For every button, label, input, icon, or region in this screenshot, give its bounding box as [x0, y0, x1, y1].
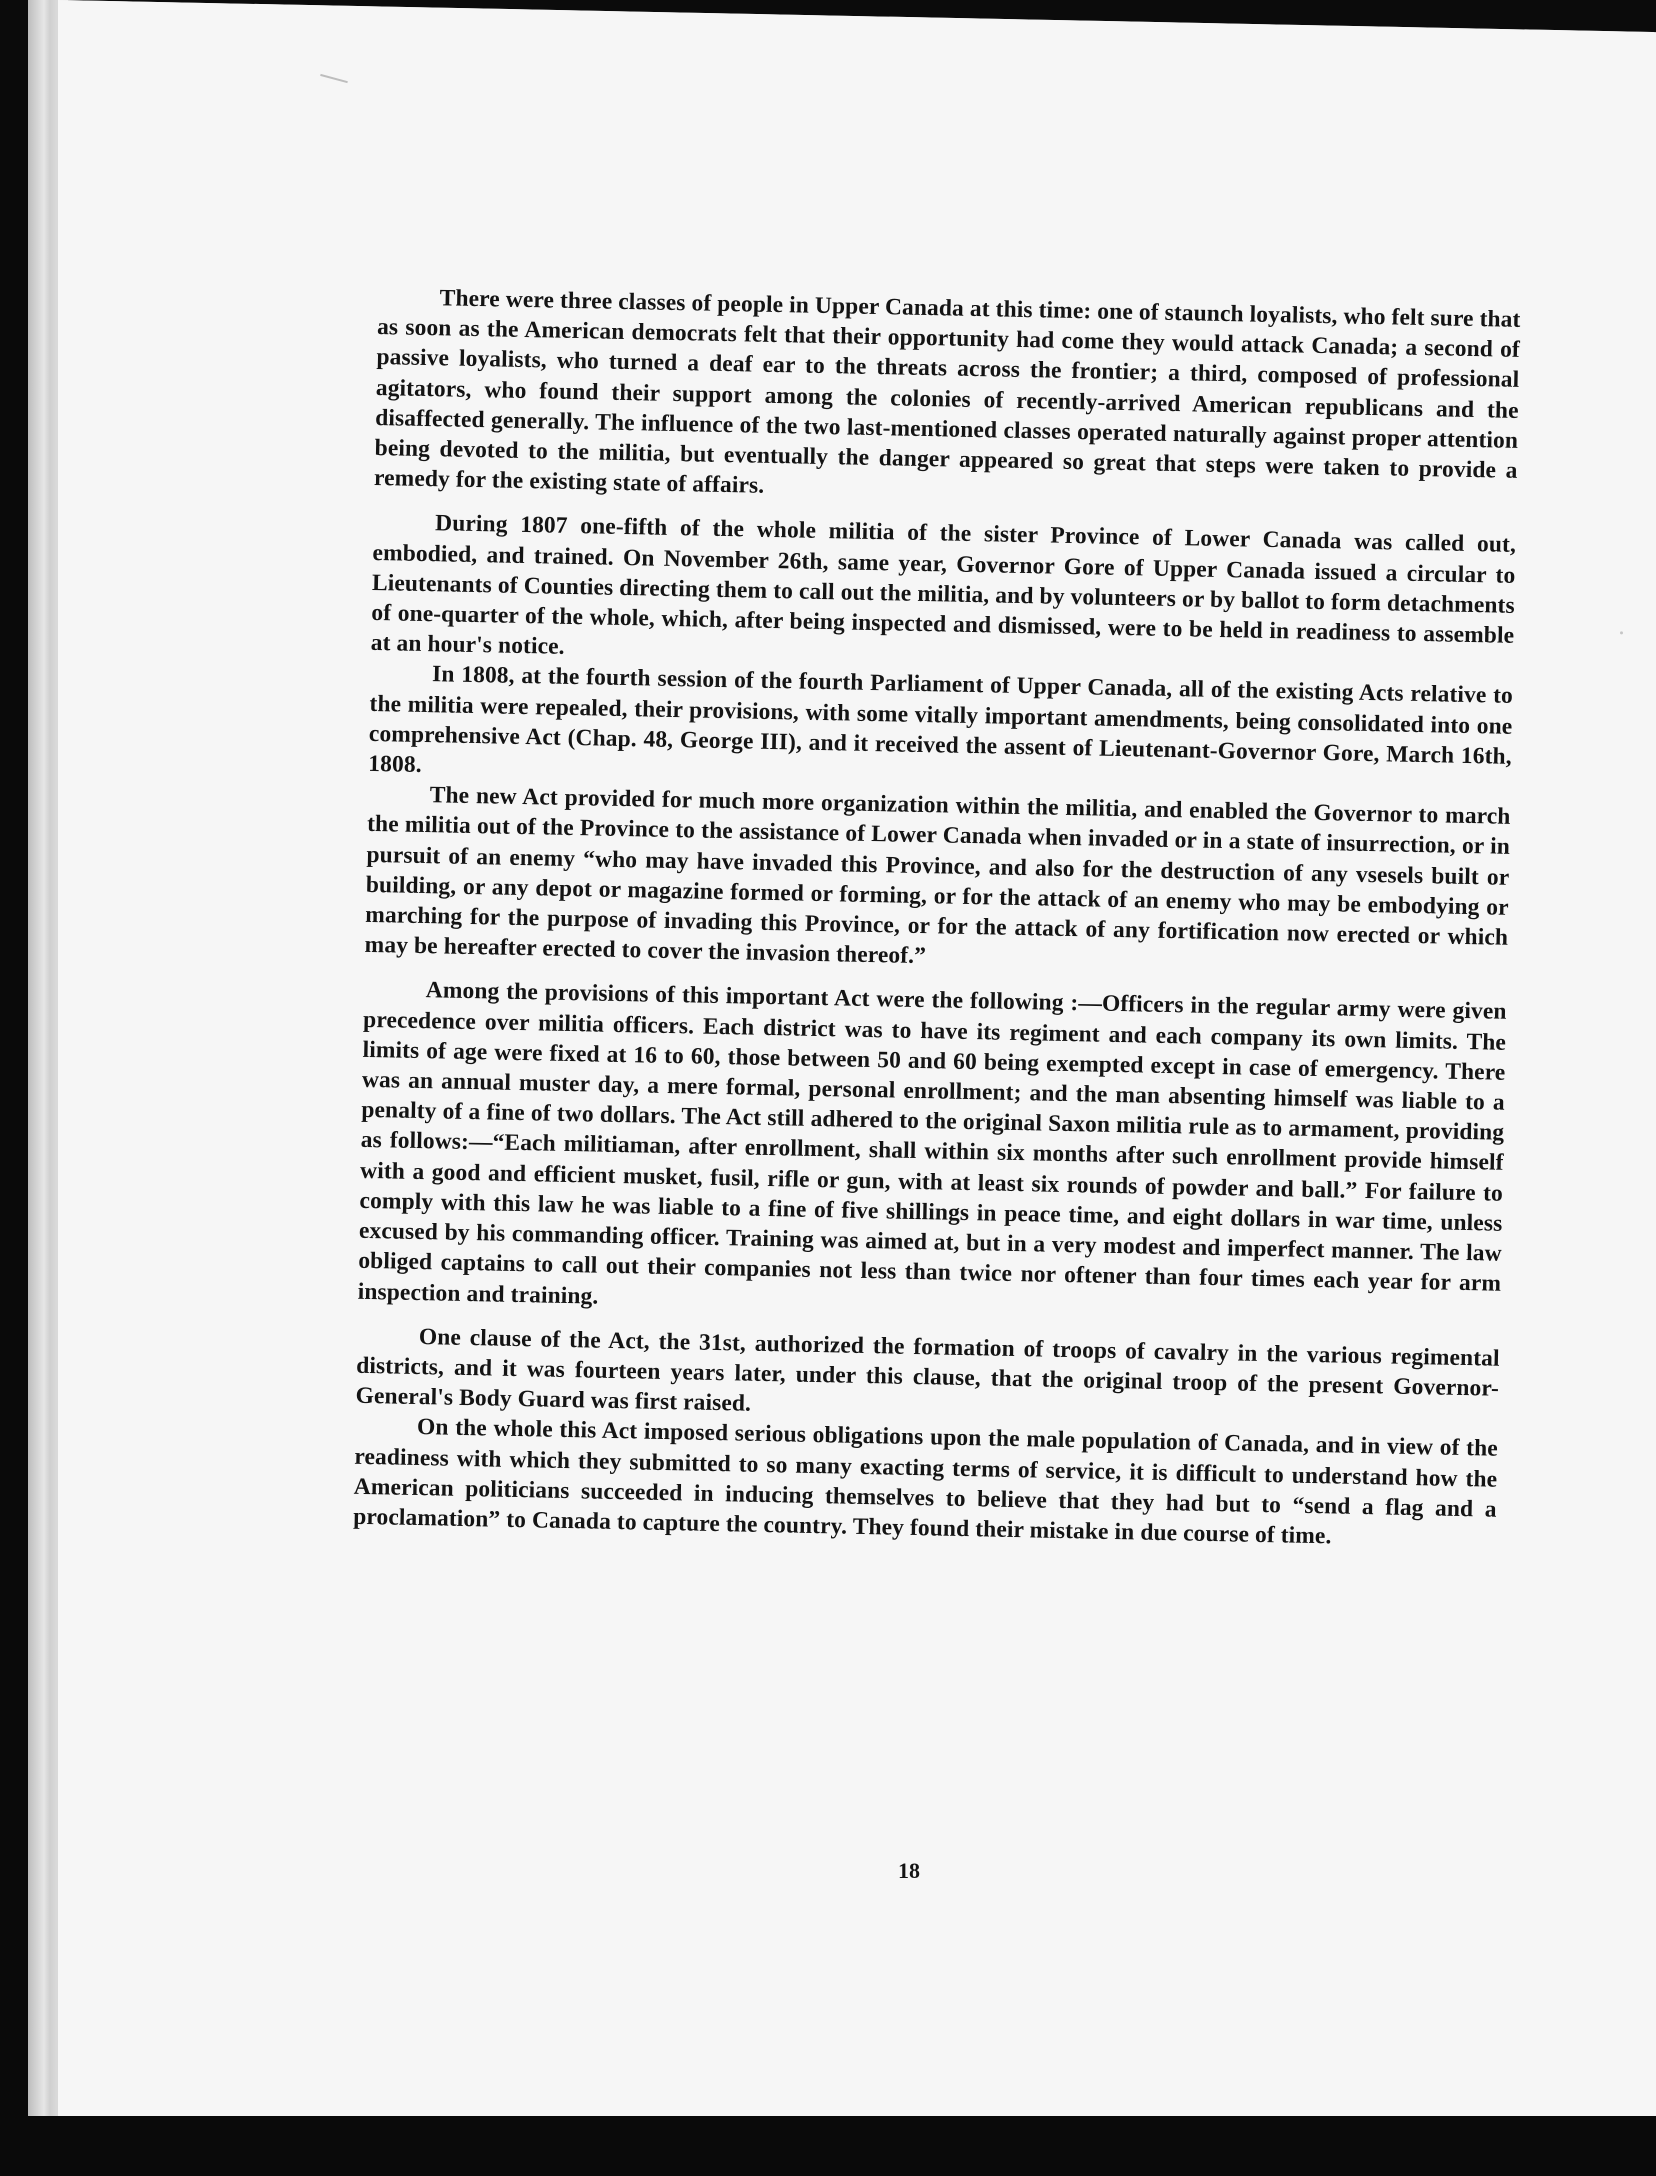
paragraph-1807-militia: During 1807 one-fifth of the whole militia of the sister Province of Lower Canada was called out, embodied, and trained. On November 26th, same year, Governor Gore of Upper Canada issued a circular to Lieutenants of Counties directing them to call out the militia, and by volunteers or by ballot to form detachments of one-quarter of the whole, which, after being inspected and dismissed, were to be held in readiness to assemble at an hour's notice. [370, 510, 1517, 661]
paper-mark [320, 74, 348, 83]
paragraph-new-act: The new Act provided for much more organization within the militia, and enabled the Governor to march the militia out of the Province to the assistance of Lower Canada when invaded or in a state of insurrection, or in pursuit of an enemy “who may have invaded this Province, and also for the destruction of any vsesels built or building, or any depot or magazine formed or forming, or for the attack of an enemy who may be embodying or marching for the purpose of invading this Province, or for the attack of any fortification now erected or which may be hereafter erected to cover the invasion thereof.” [364, 782, 1511, 970]
paragraph-conclusion: On the whole this Act imposed serious obligations upon the male population of Canada, and in view of the readiness with which they submitted to so many exacting terms of service, it is difficult to understand how the American politicians succeeded in inducing themselves to believe that they had but to “send a flag and a proclamation” to Canada to capture the country. They found their mistake in due course of time. [352, 1414, 1499, 1550]
scan-background-bottom [0, 2116, 1656, 2176]
paragraph-provisions: Among the provisions of this important Act were the following :—Officers in the regular army were given precedence over militia officers. Each district was to have its regiment and each company its own limits. The limits of age were fixed at 16 to 60, those between 50 and 60 being exempted except in case of emergency. There was an annual muster day, a mere formal, personal enrollment; and the man absenting himself was liable to a penalty of a fine of two dollars. The Act still adhered to the original Saxon militia rule as to armament, providing as follows:—“Each militiaman, after enrollment, shall within six months after such enrollment provide himself with a good and efficient musket, fusil, rifle or gun, with at least six rounds of powder and ball.” For failure to comply with this law he was liable to a fine of five shillings in peace time, and eight dollars in war time, unless excused by his commanding officer. Training was aimed at, but in a very modest and imperfect manner. The law obliged captains to call out their companies not less than twice nor oftener than four times each year for arm inspection and training. [357, 977, 1507, 1310]
body-text [353, 282, 1521, 1555]
page-number: 18 [898, 1858, 920, 1883]
paper-speck [1620, 631, 1623, 634]
paragraph-1808-act: In 1808, at the fourth session of the fourth Parliament of Upper Canada, all of the existing Acts relative to the militia were repealed, their provisions, with some vitally important amendments, being consolidated into one comprehensive Act (Chap. 48, George III), and it received the assent of Lieutenant-Governor Gore, March 16th, 1808. [368, 661, 1514, 779]
paragraph-classes-of-people: There were three classes of people in Upper Canada at this time: one of staunch loyalists, who felt sure that as soon as the American democrats felt that their opportunity had come they would attack Canada; a second of passive loyalists, who turned a deaf ear to the threats across the frontier; a third, composed of professional agitators, who found their support among the colonies of recently-arrived American republicans and the disaffected generally. The influence of the two last-mentioned classes operated naturally against proper attention being devoted to the militia, but eventually the danger appeared so great that steps were taken to provide a remedy for the existing state of affairs. [373, 285, 1521, 500]
paragraph-cavalry-clause: One clause of the Act, the 31st, authorized the formation of troops of cavalry in the various regimental districts, and it was fourteen years later, under this clause, that the original troop of the present Governor-General's Body Guard was first raised. [355, 1323, 1500, 1417]
